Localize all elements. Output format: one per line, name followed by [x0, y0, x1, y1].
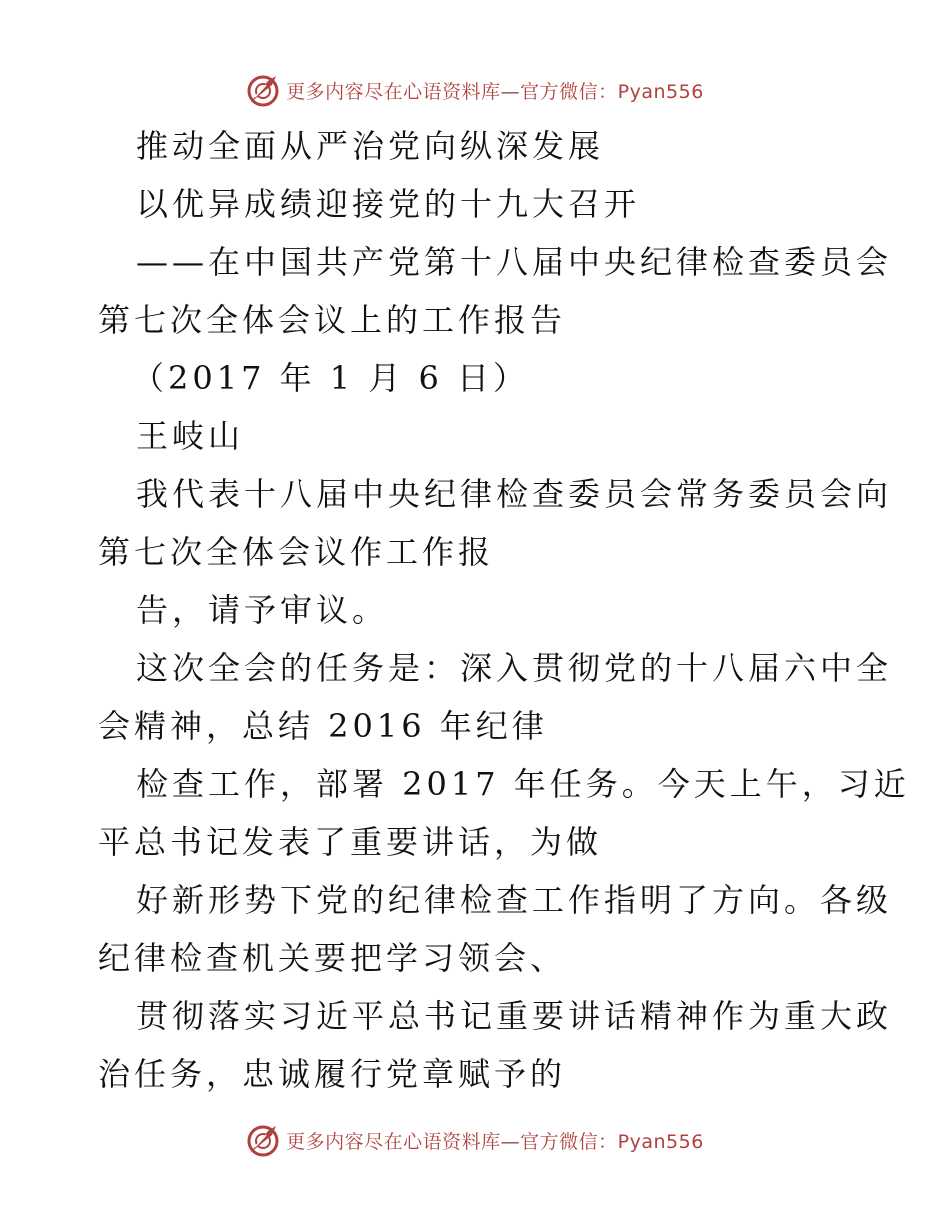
paragraph-line: 第七次全体会议作工作报	[98, 533, 495, 571]
title-line-1: 推动全面从严治党向纵深发展	[136, 127, 605, 165]
watermark-separator: —	[500, 1130, 521, 1153]
paragraph-line: 纪律检查机关要把学习领会、	[98, 939, 567, 977]
subtitle-line-2: 第七次全体会议上的工作报告	[98, 301, 567, 339]
paragraph-line: 检查工作，部署 2017 年任务。今天上午，习近	[136, 765, 910, 803]
quill-logo-icon	[246, 1123, 280, 1157]
paragraph-line: 告，请予审议。	[136, 591, 389, 629]
watermark-separator: —	[500, 80, 521, 103]
watermark-wechat: 官方微信：Pyan556	[520, 1130, 704, 1153]
title-line-2: 以优异成绩迎接党的十九大召开	[136, 185, 641, 223]
subtitle-line-1: ——在中国共产党第十八届中央纪律检查委员会	[136, 243, 893, 281]
paragraph-line: 会精神，总结 2016 年纪律	[98, 707, 548, 745]
watermark-slogan: 更多内容尽在心语资料库	[286, 1130, 501, 1153]
watermark-slogan: 更多内容尽在心语资料库	[286, 80, 501, 103]
paragraph-line: 这次全会的任务是：深入贯彻党的十八届六中全	[136, 649, 893, 687]
paragraph-line: 我代表十八届中央纪律检查委员会常务委员会向	[136, 475, 893, 513]
quill-logo-icon	[246, 73, 280, 107]
watermark-text	[286, 77, 704, 104]
paragraph-line: 平总书记发表了重要讲话，为做	[98, 823, 603, 861]
paragraph-line: 贯彻落实习近平总书记重要讲话精神作为重大政	[136, 997, 893, 1035]
footer-watermark-banner	[0, 1122, 950, 1158]
watermark-wechat: 官方微信：Pyan556	[520, 80, 704, 103]
watermark-text	[286, 1127, 704, 1154]
paragraph-line: 治任务，忠诚履行党章赋予的	[98, 1055, 567, 1093]
header-watermark-banner	[0, 72, 950, 108]
paragraph-line: 好新形势下党的纪律检查工作指明了方向。各级	[136, 881, 893, 919]
date-line: （2017 年 1 月 6 日）	[132, 359, 530, 397]
author-line: 王岐山	[136, 417, 245, 455]
